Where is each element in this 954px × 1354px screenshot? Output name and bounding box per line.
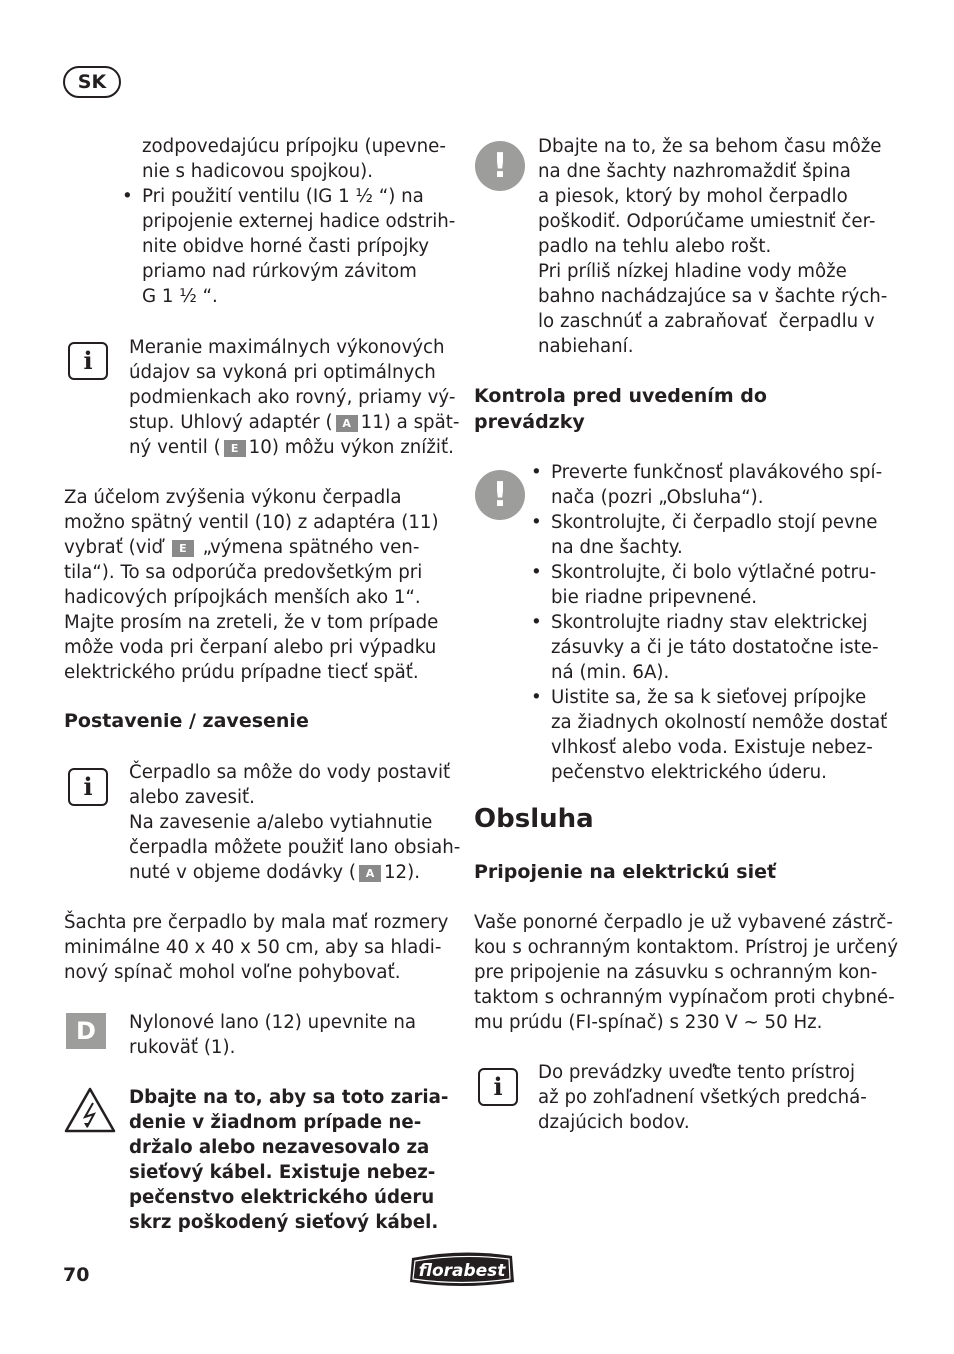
text-line: zásuvky a či je táto dostatočne iste- [551, 637, 879, 658]
text-line: nite obidve horné časti prípojky [142, 236, 430, 257]
text-line: poškodiť. Odporúčame umiestniť čer- [538, 211, 876, 232]
text-line: kou s ochranným kontaktom. Prístroj je určený [474, 937, 898, 958]
list-item [531, 610, 881, 685]
text-line: Dbajte na to, že sa behom času môže [538, 136, 882, 157]
caution-icon: ! [475, 470, 525, 520]
text-line: Vaše ponorné čerpadlo je už vybavené zástrč- [474, 912, 893, 933]
list-item [531, 560, 881, 610]
list-item [531, 460, 883, 510]
step-d-text [129, 1010, 459, 1060]
text-line: nača (pozri „Obsluha“). [551, 487, 764, 508]
bullet-icon: • [531, 462, 542, 483]
text-line: ná (min. 6A). [551, 662, 670, 683]
figure-ref-badge: E [172, 540, 194, 557]
bullet-icon: • [531, 562, 542, 583]
bullet-icon: • [531, 612, 542, 633]
text-line: Šachta pre čerpadlo by mala mať rozmery [64, 912, 449, 933]
electric-warning-text [129, 1085, 459, 1235]
text-line: vlhkosť alebo voda. Existuje nebez- [551, 737, 873, 758]
text-line: Do prevádzky uveďte tento prístroj [538, 1062, 856, 1083]
text-line: skrz poškodený sieťový kábel. [129, 1212, 439, 1233]
bullet-icon: • [531, 687, 542, 708]
text-line: dzajúcich bodov. [538, 1112, 690, 1133]
section-heading [474, 383, 767, 435]
text-line: rukoväť (1). [129, 1037, 236, 1058]
text-line: bahno nachádzajúce sa v šachte rých- [538, 286, 888, 307]
text-line: pre pripojenie na zásuvku s ochranným kon- [474, 962, 878, 983]
text-line: Nylonové lano (12) upevnite na [129, 1012, 417, 1033]
text-line: nový spínač mohol voľne pohybovať. [64, 962, 401, 983]
bullet-item [122, 184, 462, 309]
text-line: za žiadnych okolností nemôže dostať [551, 712, 888, 733]
text-line: pečenstvo elektrického úderu. [551, 762, 827, 783]
text-line: minimálne 40 x 40 x 50 cm, aby sa hladi- [64, 937, 442, 958]
info-note-startup [538, 1060, 878, 1135]
text-line: tila“). To sa odporúča predovšetkým pri [64, 562, 423, 583]
text-line: až po zohľadnení všetkých predchá- [538, 1087, 867, 1108]
chapter-heading: Obsluha [474, 804, 594, 834]
caution-note-sediment [538, 134, 888, 359]
paragraph-power-connection [474, 910, 898, 1035]
info-icon: i [68, 768, 108, 806]
text-line: elektrického prúdu prípadne tiecť späť. [64, 662, 419, 683]
text-line: taktom s ochranným vypínačom proti chybné- [474, 987, 895, 1008]
figure-d-badge: D [66, 1013, 106, 1049]
text-line: na dne šachty. [551, 537, 683, 558]
text-line: Skontrolujte, či čerpadlo stojí pevne [551, 512, 878, 533]
list-item [531, 685, 888, 785]
text-line: stup. Uhlový adaptér ( A 11) a spät- [129, 412, 460, 433]
text-line: Skontrolujte, či bolo výtlačné potru- [551, 562, 877, 583]
info-note-placement [129, 760, 459, 885]
text-line: zodpovedajúcu prípojku (upevne- [142, 136, 446, 157]
text-line: Dbajte na to, aby sa toto zaria- [129, 1087, 449, 1108]
text-line: držalo alebo nezavesovalo za [129, 1137, 430, 1158]
text-line: priamo nad rúrkovým závitom [142, 261, 417, 282]
text-line: nie s hadicovou spojkou). [142, 161, 374, 182]
bullet-icon: • [531, 512, 542, 533]
text-line: Preverte funkčnosť plavákového spí- [551, 462, 883, 483]
text-line: padlo na tehlu alebo rošt. [538, 236, 772, 257]
paragraph-check-valve [64, 485, 464, 685]
text-line: denie v žiadnom prípade ne- [129, 1112, 422, 1133]
figure-ref-badge: E [224, 440, 246, 457]
text-line: čerpadla môžete použiť lano obsiah- [129, 837, 461, 858]
text-line: nabiehaní. [538, 336, 634, 357]
figure-ref-badge: A [359, 865, 381, 882]
page-number: 70 [63, 1264, 90, 1286]
electric-shock-warning-icon [64, 1087, 116, 1133]
info-icon: i [68, 342, 108, 380]
text-line: nuté v objeme dodávky ( A 12). [129, 862, 420, 883]
text-line: Čerpadlo sa môže do vody postaviť [129, 762, 451, 783]
text-line: G 1 ½ “. [142, 286, 218, 307]
language-badge: SK [63, 66, 121, 98]
text-line: mu prúdu (FI-spínač) s 230 V ~ 50 Hz. [474, 1012, 823, 1033]
text-line: Na zavesenie a/alebo vytiahnutie [129, 812, 433, 833]
checklist [531, 460, 888, 785]
info-icon: i [478, 1068, 518, 1106]
paragraph-shaft-size [64, 910, 464, 985]
continued-text [142, 134, 462, 184]
text-line: prevádzky [474, 411, 585, 433]
bullet-icon: • [122, 186, 133, 207]
text-line: pečenstvo elektrického úderu [129, 1187, 435, 1208]
text-line: ný ventil ( E 10) môžu výkon znížiť. [129, 437, 454, 458]
florabest-logo [406, 1250, 518, 1288]
text-line: vybrať (viď E „výmena spätného ven- [64, 537, 420, 558]
list-item [531, 510, 881, 560]
text-line: Skontrolujte riadny stav elektrickej [551, 612, 868, 633]
text-line: hadicových prípojkách menších ako 1“. [64, 587, 421, 608]
text-line: pripojenie externej hadice odstrih- [142, 211, 456, 232]
text-line: Uistite sa, že sa k sieťovej prípojke [551, 687, 867, 708]
text-line: alebo zavesiť. [129, 787, 255, 808]
text-line: údajov sa vykoná pri optimálnych [129, 362, 436, 383]
figure-ref-badge: A [336, 415, 358, 432]
text-line: Kontrola pred uvedením do [474, 385, 767, 407]
text-line: môže voda pri čerpaní alebo pri výpadku [64, 637, 437, 658]
caution-icon: ! [475, 141, 525, 191]
text-line: bie riadne pripevnené. [551, 587, 758, 608]
text-line: Pri príliš nízkej hladine vody môže [538, 261, 847, 282]
text-line: a piesok, ktorý by mohol čerpadlo [538, 186, 848, 207]
section-heading: Pripojenie na elektrickú sieť [474, 861, 777, 883]
text-line: možno spätný ventil (10) z adaptéra (11) [64, 512, 439, 533]
section-heading: Postavenie / zavesenie [64, 710, 309, 732]
info-note-performance [129, 335, 459, 460]
text-line: Majte prosím na zreteli, že v tom prípade [64, 612, 439, 633]
text-line: sieťový kábel. Existuje nebez- [129, 1162, 436, 1183]
text-line: lo zaschnúť a zabraňovať čerpadlu v [538, 311, 875, 332]
text-line: Meranie maximálnych výkonových [129, 337, 445, 358]
text-line: Pri použití ventilu (IG 1 ½ “) na [142, 186, 424, 207]
svg-text:florabest: florabest [418, 1261, 506, 1281]
text-line: na dne šachty nazhromaždiť špina [538, 161, 851, 182]
text-line: podmienkach ako rovný, priamy vý- [129, 387, 456, 408]
text-line: Za účelom zvýšenia výkonu čerpadla [64, 487, 402, 508]
